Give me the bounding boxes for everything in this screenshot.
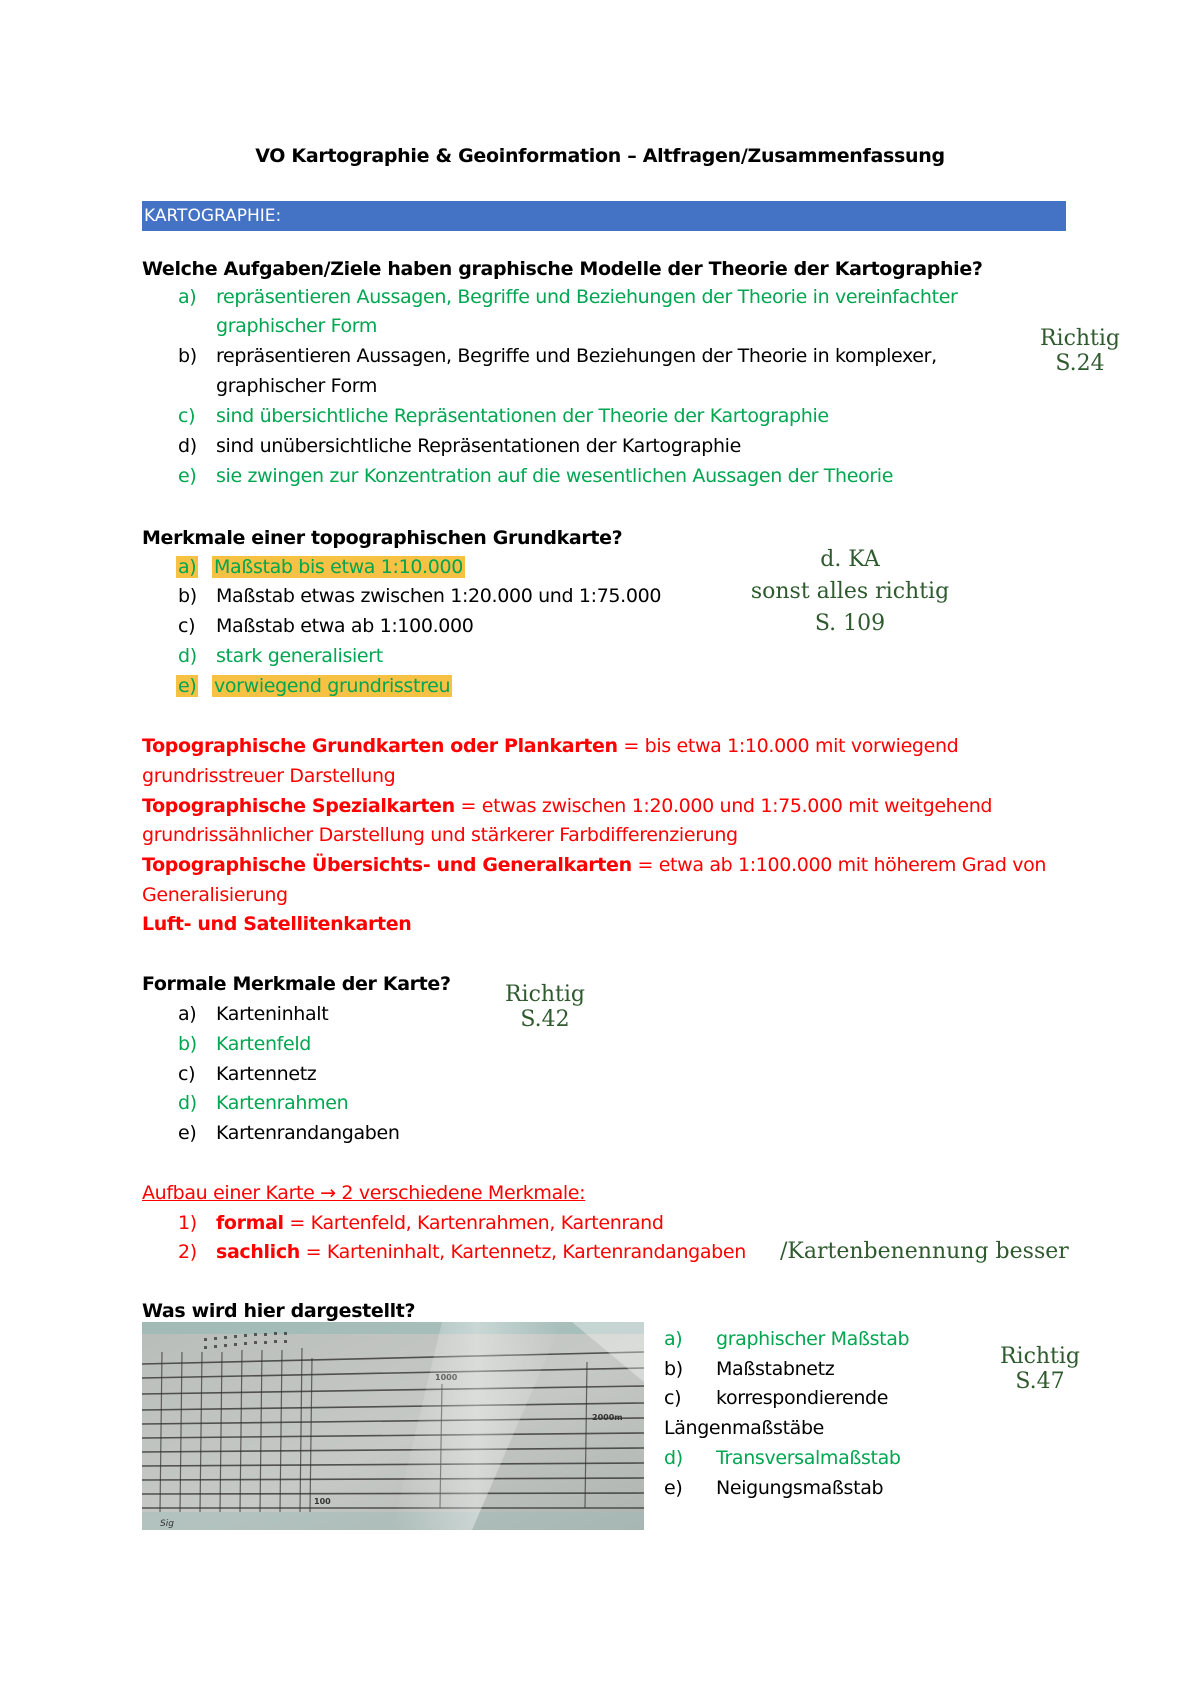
option-text: Maßstabnetz (716, 1358, 835, 1380)
summary-line-1-continued: grundrisstreuer Darstellung (142, 765, 396, 787)
handwritten-note-q3 (490, 982, 600, 1032)
note-line: Richtig (1039, 326, 1121, 351)
option-letter: c) (664, 1387, 682, 1409)
scale-photo (142, 1322, 644, 1530)
option-text: Karteninhalt (216, 1003, 329, 1025)
item-number: 1) (178, 1212, 197, 1234)
option-text: Maßstab etwas zwischen 1:20.000 und 1:75.000 (216, 585, 662, 607)
item-term: sachlich (216, 1241, 300, 1263)
summary-line-4: Luft- und Satellitenkarten (142, 913, 412, 935)
option-text: Maßstab etwa ab 1:100.000 (216, 615, 474, 637)
option-text: graphischer Maßstab (716, 1328, 910, 1350)
item-number: 2) (178, 1241, 197, 1263)
page-title: VO Kartographie & Geoinformation – Altfragen/Zusammenfassung (255, 145, 945, 167)
option-letter: c) (178, 405, 196, 427)
option-text: korrespondierende (716, 1387, 889, 1409)
note-line: S.24 (1055, 351, 1105, 376)
summary-line-2 (142, 795, 992, 817)
photo-label-100: 100 (314, 1497, 331, 1506)
note-line: S.47 (1015, 1369, 1065, 1394)
option-text: stark generalisiert (216, 645, 383, 667)
summary-line-3 (142, 854, 1046, 876)
option-letter: a) (178, 556, 197, 578)
note-line: Richtig (999, 1344, 1081, 1369)
option-letter: d) (178, 1092, 197, 1114)
option-text: repräsentieren Aussagen, Begriffe und Beziehungen der Theorie in vereinfachter (216, 286, 958, 308)
q1-option-b-continued: graphischer Form (216, 375, 378, 397)
option-text: sind übersichtliche Repräsentationen der Theorie der Kartographie (216, 405, 829, 427)
aufbau-heading: Aufbau einer Karte → 2 verschiedene Merkmale: (142, 1182, 586, 1204)
note-line: d. KA (820, 547, 880, 572)
item-definition: = Karteninhalt, Kartennetz, Kartenrandangaben (299, 1241, 746, 1263)
summary-definition: = bis etwa 1:10.000 mit vorwiegend (617, 735, 959, 757)
question-3: Formale Merkmale der Karte? (142, 973, 451, 995)
option-letter: b) (664, 1358, 683, 1380)
option-text: sind unübersichtliche Repräsentationen der Kartographie (216, 435, 741, 457)
handwritten-note-q1 (1030, 326, 1130, 376)
item-term: formal (216, 1212, 284, 1234)
handwritten-note-q4 (985, 1344, 1095, 1394)
note-line: Richtig (504, 982, 586, 1007)
handwritten-note-aufbau: /Kartenbenennung besser (780, 1239, 1069, 1264)
q4-option-c-continued: Längenmaßstäbe (664, 1417, 825, 1439)
note-line: S.42 (520, 1007, 570, 1032)
option-letter: e) (178, 675, 197, 697)
option-letter: e) (178, 465, 197, 487)
option-text: Neigungsmaßstab (716, 1477, 884, 1499)
option-text: Kartenrandangaben (216, 1122, 400, 1144)
option-text: repräsentieren Aussagen, Begriffe und Beziehungen der Theorie in komplexer, (216, 345, 937, 367)
note-line: sonst alles richtig (750, 579, 950, 604)
option-letter: d) (664, 1447, 683, 1469)
summary-line-3-continued: Generalisierung (142, 884, 288, 906)
option-text: Transversalmaßstab (716, 1447, 901, 1469)
summary-line-1 (142, 735, 958, 757)
option-letter: b) (178, 345, 197, 367)
option-letter: e) (178, 1122, 197, 1144)
option-letter: a) (178, 1003, 197, 1025)
option-text: Kartennetz (216, 1063, 317, 1085)
photo-label-2000m: 2000m (592, 1413, 623, 1422)
option-letter: b) (178, 585, 197, 607)
option-text: Maßstab bis etwa 1:10.000 (214, 556, 463, 578)
option-letter: c) (178, 615, 196, 637)
question-4: Was wird hier dargestellt? (142, 1300, 416, 1322)
section-heading: KARTOGRAPHIE: (142, 201, 1066, 231)
option-letter: a) (664, 1328, 683, 1350)
handwritten-note-q2 (745, 544, 955, 640)
q1-option-a-continued: graphischer Form (216, 315, 378, 337)
note-line: S. 109 (814, 611, 886, 636)
question-2: Merkmale einer topographischen Grundkarte? (142, 527, 623, 549)
summary-term: Topographische Spezialkarten (142, 795, 455, 817)
option-text: vorwiegend grundrisstreu (214, 675, 451, 697)
item-definition: = Kartenfeld, Kartenrahmen, Kartenrand (283, 1212, 664, 1234)
option-letter: d) (178, 435, 197, 457)
transversal-scale-image (142, 1322, 644, 1530)
summary-line-2-continued: grundrissähnlicher Darstellung und stärkerer Farbdifferenzierung (142, 824, 738, 846)
option-letter: b) (178, 1033, 197, 1055)
option-letter: d) (178, 645, 197, 667)
summary-definition: = etwas zwischen 1:20.000 und 1:75.000 mit weitgehend (454, 795, 993, 817)
option-letter: e) (664, 1477, 683, 1499)
option-text: Kartenfeld (216, 1033, 311, 1055)
summary-term: Topographische Übersichts- und Generalkarten (142, 854, 632, 876)
question-1: Welche Aufgaben/Ziele haben graphische Modelle der Theorie der Kartographie? (142, 258, 983, 280)
option-text: Kartenrahmen (216, 1092, 349, 1114)
option-letter: a) (178, 286, 197, 308)
summary-definition: = etwa ab 1:100.000 mit höherem Grad von (631, 854, 1047, 876)
option-letter: c) (178, 1063, 196, 1085)
summary-term: Topographische Grundkarten oder Plankarten (142, 735, 618, 757)
option-text: sie zwingen zur Konzentration auf die wesentlichen Aussagen der Theorie (216, 465, 894, 487)
photo-label-sig: Sig (160, 1519, 174, 1529)
